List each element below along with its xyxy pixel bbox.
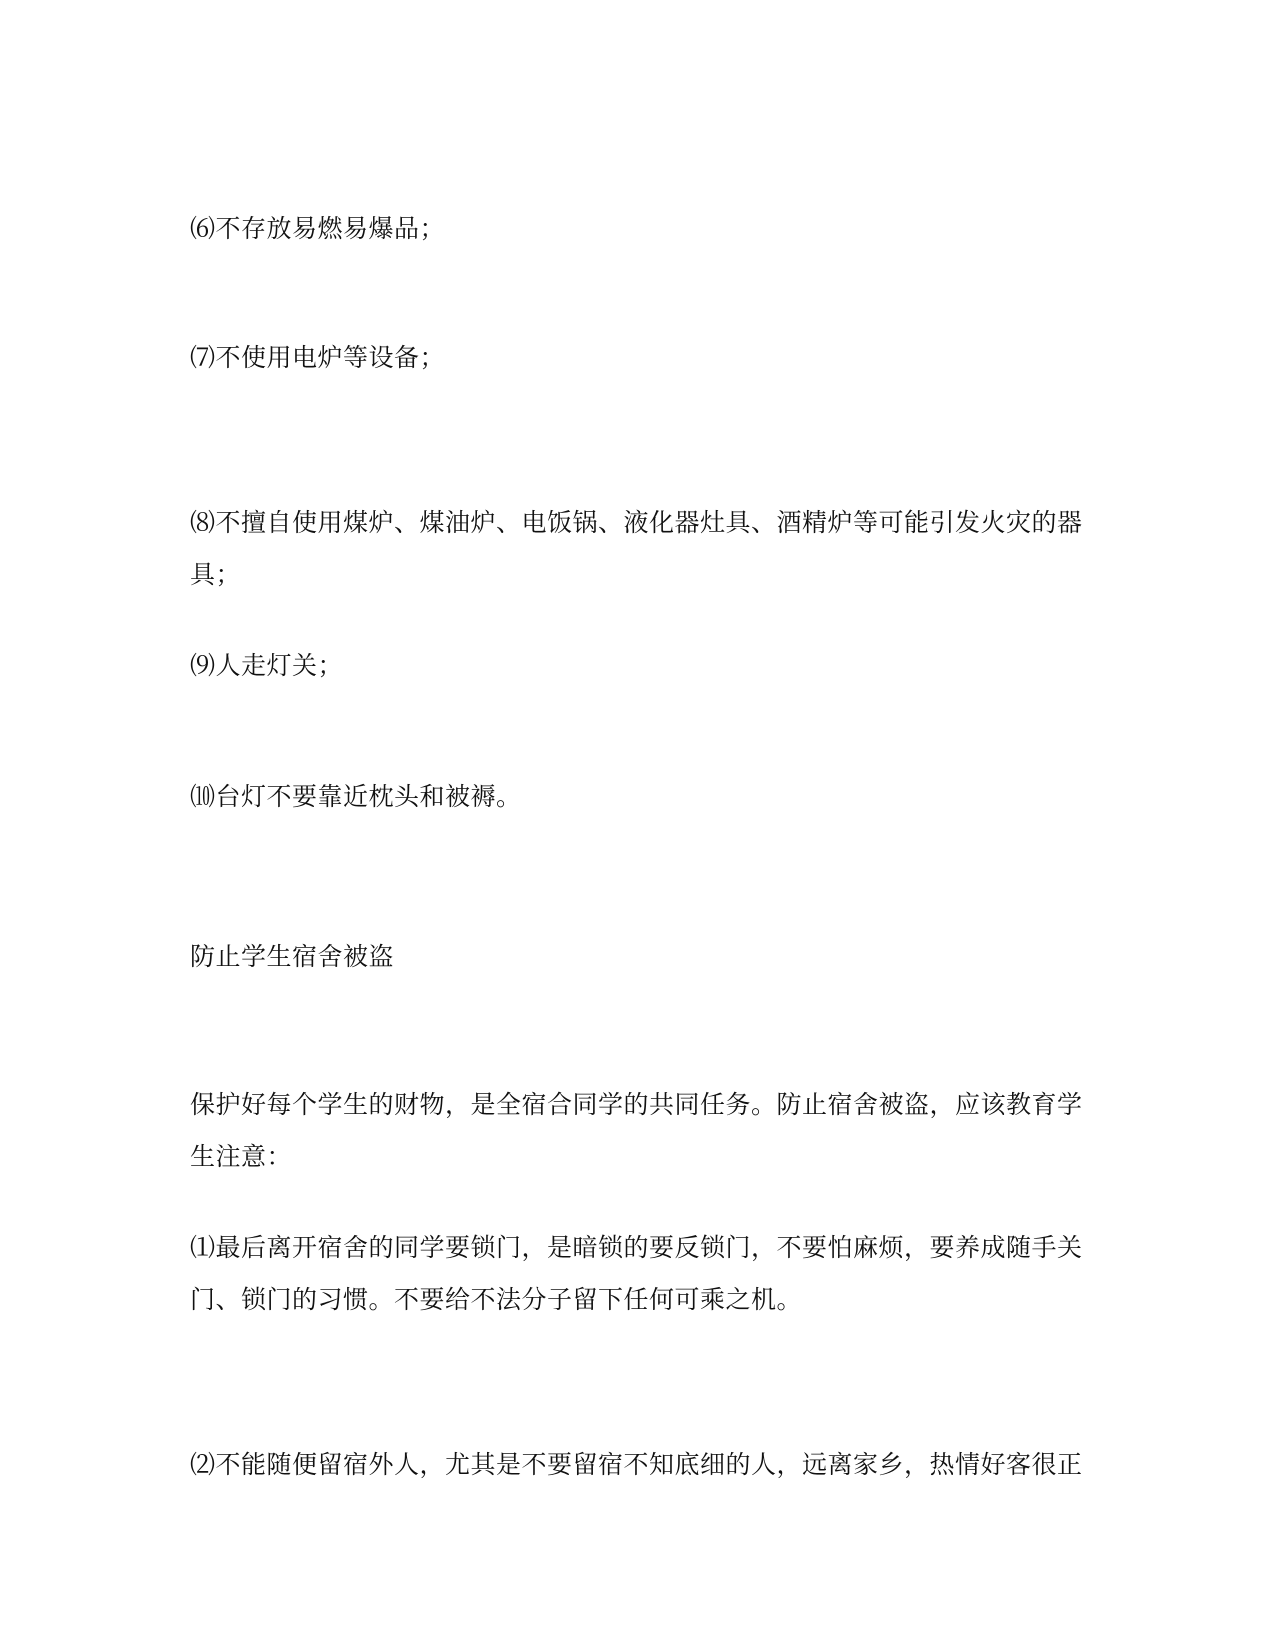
list-item-8: ⑻不擅自使用煤炉、煤油炉、电饭锅、液化器灶具、酒精炉等可能引发火灾的器 (190, 508, 1083, 537)
list-item-9: ⑼人走灯关； (190, 651, 344, 680)
theft-item-2: ⑵不能随便留宿外人，尤其是不要留宿不知底细的人，远离家乡，热情好客很正 (190, 1450, 1083, 1479)
list-item-7: ⑺不使用电炉等设备； (190, 343, 446, 372)
paragraph-intro-continued: 生注意： (190, 1142, 293, 1171)
theft-item-1-continued: 门、锁门的习惯。不要给不法分子留下任何可乘之机。 (190, 1285, 803, 1314)
list-item-10: ⑽台灯不要靠近枕头和被褥。 (190, 782, 522, 811)
section-heading: 防止学生宿舍被盗 (190, 942, 395, 971)
theft-item-1: ⑴最后离开宿舍的同学要锁门，是暗锁的要反锁门，不要怕麻烦，要养成随手关 (190, 1233, 1083, 1262)
list-item-6: ⑹不存放易燃易爆品； (190, 214, 446, 243)
paragraph-intro: 保护好每个学生的财物，是全宿合同学的共同任务。防止宿舍被盗，应该教育学 (190, 1090, 1083, 1119)
list-item-8-continued: 具； (190, 560, 242, 589)
